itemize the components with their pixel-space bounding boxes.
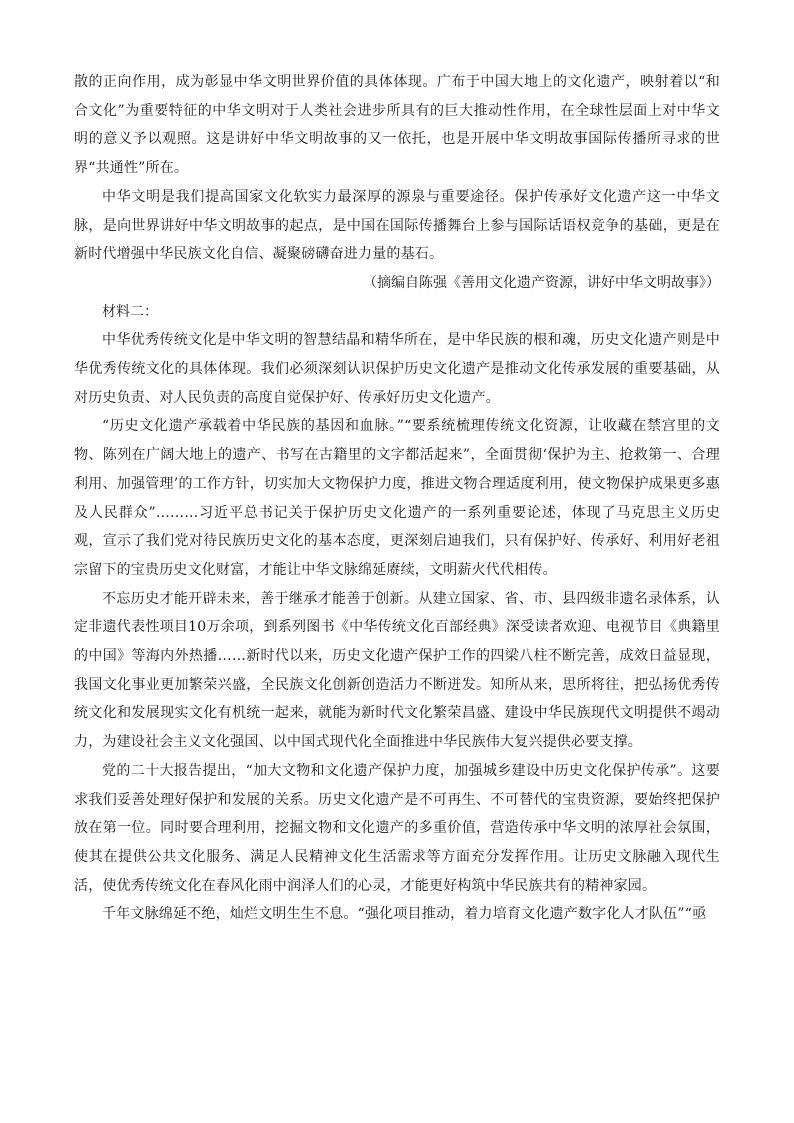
- paragraph-2: 中华文明是我们提高国家文化软实力最深厚的源泉与重要途径。保护传承好文化遗产这一中华文脉，是向世界讲好中华文明故事的起点，是中国在国际传播舞台上参与国际话语权竞争的基础，更是在新时代增强中华民族文化自信、凝聚磅礴奋进力量的基石。: [74, 188, 720, 263]
- source-citation: （摘编自陈强《善用文化遗产资源，讲好中华文明故事》）: [363, 274, 720, 291]
- paragraph-1: 散的正向作用，成为彰显中华文明世界价值的具体体现。广布于中国大地上的文化遗产，映射着以“和合文化”为重要特征的中华文明对于人类社会进步所具有的巨大推动性作用，在全球性层面上对中华文明的意义予以观照。这是讲好中华文明故事的又一依托，也是开展中华文明故事国际传播所寻求的世界“共通性”所在。: [74, 74, 720, 177]
- paragraph-6: 党的二十大报告提出，“加大文物和文化遗产保护力度，加强城乡建设中历史文化保护传承”。这要求我们妥善处理好保护和发展的关系。历史文化遗产是不可再生、不可替代的宝贵资源，要始终把保护放在第一位。同时要合理利用，挖掘文物和文化遗产的多重价值，营造传承中华文明的浓厚社会氛围，使其在提供公共文化服务、满足人民精神文化生活需求等方面充分发挥作用。让历史文脉融入现代生活，使优秀传统文化在春风化雨中润泽人们的心灵，才能更好构筑中华民族共有的精神家园。: [74, 762, 720, 894]
- paragraph-3: 中华优秀传统文化是中华文明的智慧结晶和精华所在，是中华民族的根和魂，历史文化遗产则是中华优秀传统文化的具体体现。我们必须深刻认识保护历史文化遗产是推动文化传承发展的重要基础，从对历史负责、对人民负责的高度自觉保护好、传承好历史文化遗产。: [74, 332, 720, 406]
- section-heading-material-2: 材料二：: [102, 303, 158, 320]
- paragraph-4: “历史文化遗产承载着中华民族的基因和血脉。”“要系统梳理传统文化资源，让收藏在禁宫里的文物、陈列在广阔大地上的遗产、书写在古籍里的文字都活起来”，全面贯彻‘保护为主、抢救第一、合理利用、加强管理’的工作方针，切实加大文物保护力度，推进文物合理适度利用，使文物保护成果更多惠及人民群众”………习近平总书记关于保护历史文化遗产的一系列重要论述，体现了马克思主义历史观，宣示了我们党对待民族历史文化的基本态度，更深刻启迪我们，只有保护好、传承好、利用好老祖宗留下的宝贵历史文化财富，才能让中华文脉绵延赓续，文明薪火代代相传。: [74, 418, 720, 578]
- paragraph-7: 千年文脉绵延不绝，灿烂文明生生不息。“强化项目推动，着力培育文化遗产数字化人才队伍”“亟: [102, 906, 707, 923]
- document-page: [74, 68, 720, 929]
- paragraph-5: 不忘历史才能开辟未来，善于继承才能善于创新。从建立国家、省、市、县四级非遗名录体系，认定非遗代表性项目10万余项，到系列图书《中华传统文化百部经典》深受读者欢迎、电视节目《典籍里的中国》等海内外热播……新时代以来，历史文化遗产保护工作的四梁八柱不断完善，成效日益显现，我国文化事业更加繁荣兴盛，全民族文化创新创造活力不断迸发。知所从来，思所将往，把弘扬优秀传统文化和发展现实文化有机统一起来，就能为新时代文化繁荣昌盛、建设中华民族现代文明提供不竭动力，为建设社会主义文化强国、以中国式现代化全面推进中华民族伟大复兴提供必要支撑。: [74, 590, 720, 751]
